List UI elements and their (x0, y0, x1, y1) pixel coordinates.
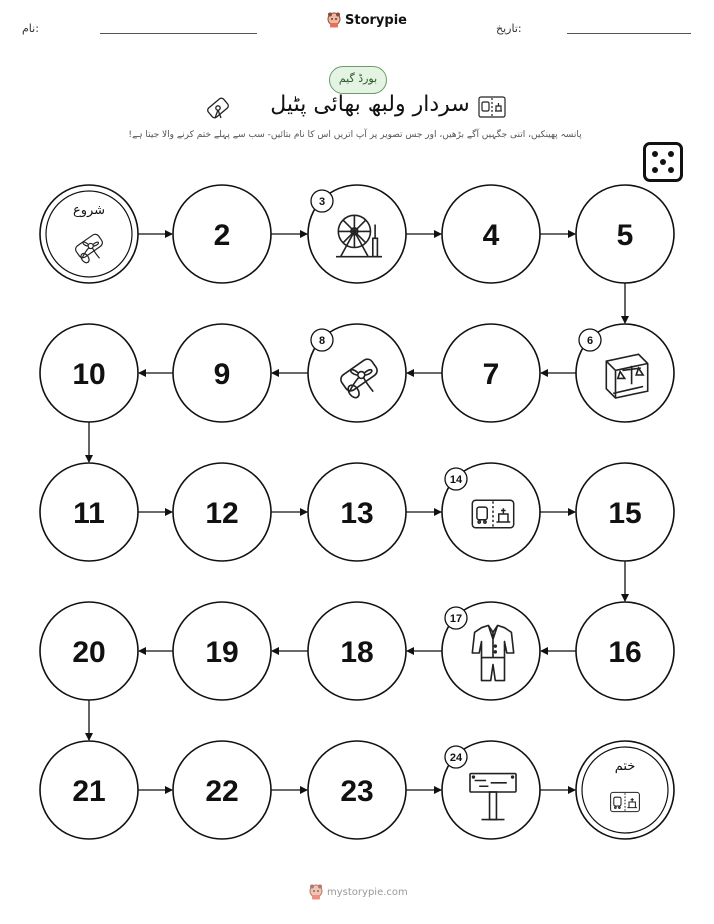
board-space-19 (173, 602, 271, 700)
space-number: 19 (205, 636, 239, 669)
board-space-23 (308, 741, 406, 839)
space-circle (576, 741, 674, 839)
board-space-10 (40, 324, 138, 422)
date-label: تاریخ: (496, 22, 522, 35)
space-number: 14 (449, 474, 463, 486)
footer (309, 884, 408, 900)
space-number: 13 (340, 497, 374, 530)
board-space-7 (442, 324, 540, 422)
finish-label: ختم (614, 759, 636, 774)
space-number: 9 (213, 358, 231, 391)
board-space-3 (308, 185, 406, 283)
space-number: 20 (72, 636, 106, 669)
board-space-17 (442, 602, 540, 700)
board-space-15 (576, 463, 674, 561)
board-space-14 (442, 463, 540, 561)
space-number: 21 (72, 775, 106, 808)
board-space-20 (40, 602, 138, 700)
footer-url: mystorypie.com (327, 886, 408, 898)
space-number: 8 (318, 335, 326, 347)
board-space-5 (576, 185, 674, 283)
board-space-18 (308, 602, 406, 700)
board-space-11 (40, 463, 138, 561)
space-number: 18 (340, 636, 374, 669)
board-space-8 (308, 324, 406, 422)
name-label: نام: (22, 22, 39, 35)
space-number: 3 (318, 196, 326, 208)
space-number: 22 (205, 775, 239, 808)
space-number: 5 (616, 219, 634, 252)
start-label: شروع (72, 203, 106, 218)
board-space-24 (442, 741, 540, 839)
board-space-21 (40, 741, 138, 839)
board-space-2 (173, 185, 271, 283)
space-number: 11 (73, 497, 105, 530)
board-space-4 (442, 185, 540, 283)
board-space-9 (173, 324, 271, 422)
space-number: 7 (482, 358, 500, 391)
storypie-footer-logo-icon (309, 884, 323, 900)
space-number: 10 (72, 358, 106, 391)
space-number: 16 (608, 636, 642, 669)
brand-name: Storypie (345, 12, 407, 28)
start-space (40, 185, 138, 283)
space-number: 24 (449, 752, 463, 764)
board-space-22 (173, 741, 271, 839)
instructions: پانسہ پھینکیں، اتنی جگہیں آگے بڑھیں، اور جس تصویر پر آپ اتریں اس کا نام بتائیں- سب سے پہلے ختم کرنے والا جیتا ہے! (128, 130, 582, 140)
space-number: 15 (608, 497, 642, 530)
board-space-12 (173, 463, 271, 561)
page-title: سردار ولبھ بھائی پٹیل (270, 92, 470, 117)
finish-space (576, 741, 674, 839)
category-badge: بورڈ گیم (329, 66, 387, 94)
space-number: 4 (482, 219, 500, 252)
space-circle (40, 185, 138, 283)
board-space-6 (576, 324, 674, 422)
board-space-13 (308, 463, 406, 561)
space-number: 23 (340, 775, 374, 808)
space-number: 17 (449, 613, 463, 625)
space-number: 6 (586, 335, 594, 347)
space-number: 2 (213, 219, 231, 252)
space-number: 12 (205, 497, 239, 530)
board-space-16 (576, 602, 674, 700)
